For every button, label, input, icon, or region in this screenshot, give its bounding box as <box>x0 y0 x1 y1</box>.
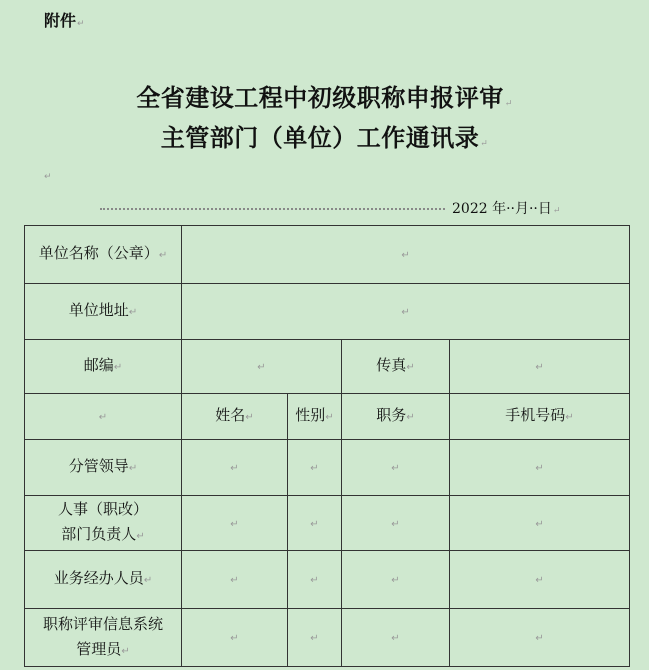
name-cell[interactable]: ↵ <box>182 440 288 496</box>
header-mobile: 手机号码↵ <box>450 394 630 440</box>
table-header-row <box>25 394 630 440</box>
postcode-label-cell: 邮编↵ <box>25 340 182 394</box>
mobile-cell[interactable]: ↵ <box>450 609 630 667</box>
postcode-value-cell[interactable]: ↵ <box>182 340 342 394</box>
unit-address-value-cell[interactable]: ↵ <box>182 284 630 340</box>
position-cell[interactable]: ↵ <box>342 496 450 551</box>
row-label-hr-head: 人事（职改） 部门负责人↵ <box>25 496 182 551</box>
row-label-leader: 分管领导↵ <box>25 440 182 496</box>
gender-cell[interactable]: ↵ <box>288 440 342 496</box>
position-cell[interactable]: ↵ <box>342 609 450 667</box>
gender-cell[interactable]: ↵ <box>288 609 342 667</box>
table-row <box>25 440 630 496</box>
fax-label-cell: 传真↵ <box>342 340 450 394</box>
gender-cell[interactable]: ↵ <box>288 551 342 609</box>
document-title-line-2: 主管部门（单位）工作通讯录↵ <box>160 123 489 152</box>
gender-cell[interactable]: ↵ <box>288 496 342 551</box>
document-title-line-1: 全省建设工程中初级职称申报评审↵ <box>136 83 513 112</box>
contact-form-table <box>24 225 630 667</box>
paragraph-mark-icon: ↵ <box>77 19 85 29</box>
unit-name-label-cell: 单位名称（公章）↵ <box>25 226 182 284</box>
fax-value-cell[interactable]: ↵ <box>450 340 630 394</box>
date-field: 2022 年··月··日↵ <box>452 201 561 217</box>
row-label-system-admin: 职称评审信息系统 管理员↵ <box>25 609 182 667</box>
empty-paragraph-mark-icon: ↵ <box>44 172 52 182</box>
table-row <box>25 609 630 667</box>
header-position: 职务↵ <box>342 394 450 440</box>
name-cell[interactable]: ↵ <box>182 609 288 667</box>
header-name: 姓名↵ <box>182 394 288 440</box>
name-cell[interactable]: ↵ <box>182 551 288 609</box>
position-cell[interactable]: ↵ <box>342 440 450 496</box>
header-gender: 性别↵ <box>288 394 342 440</box>
table-row <box>25 496 630 551</box>
table-row-unit-name <box>25 226 630 284</box>
unit-address-label-cell: 单位地址↵ <box>25 284 182 340</box>
row-label-staff: 业务经办人员↵ <box>25 551 182 609</box>
mobile-cell[interactable]: ↵ <box>450 496 630 551</box>
position-cell[interactable]: ↵ <box>342 551 450 609</box>
name-cell[interactable]: ↵ <box>182 496 288 551</box>
table-row-unit-address <box>25 284 630 340</box>
attachment-label: 附件↵ <box>44 11 85 30</box>
mobile-cell[interactable]: ↵ <box>450 551 630 609</box>
table-row <box>25 551 630 609</box>
dotted-leader-line <box>100 208 445 210</box>
header-corner-cell: ↵ <box>25 394 182 440</box>
mobile-cell[interactable]: ↵ <box>450 440 630 496</box>
table-row-postcode-fax <box>25 340 630 394</box>
unit-name-value-cell[interactable]: ↵ <box>182 226 630 284</box>
